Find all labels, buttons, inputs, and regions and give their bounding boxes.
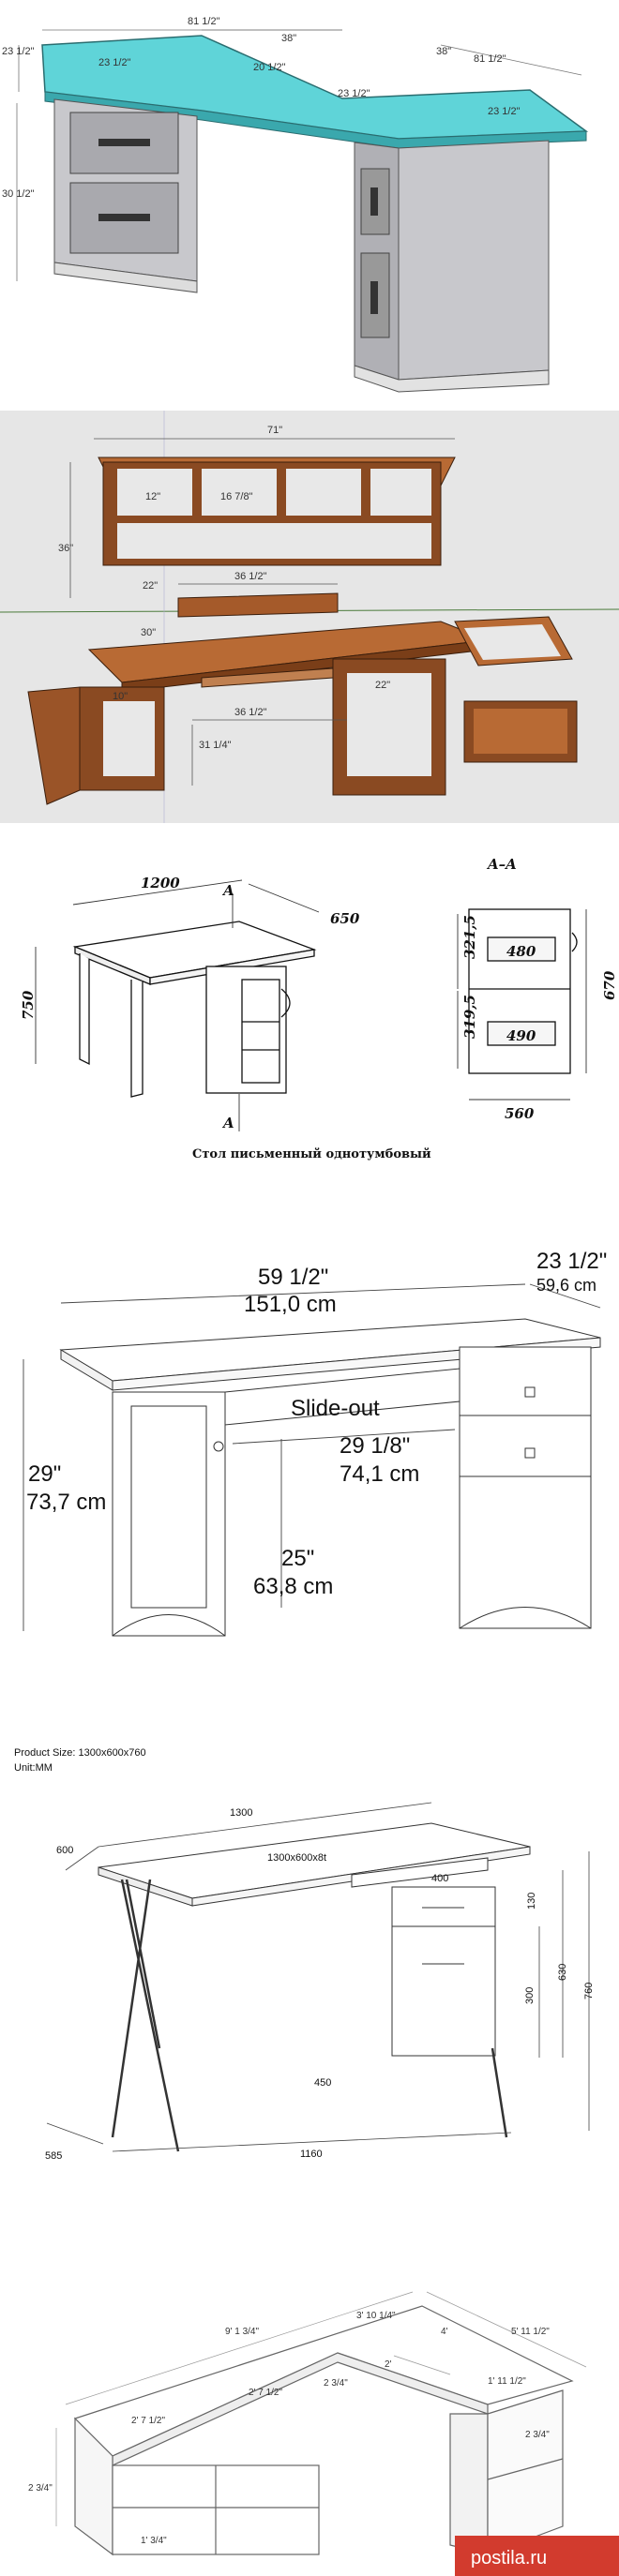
dim-label: 16 7/8" [220, 491, 253, 502]
width-inches: 59 1/2" [258, 1265, 329, 1290]
cabinet-interior [103, 701, 155, 776]
product-size: Product Size: 1300x600x760 [14, 1747, 146, 1759]
dim-depth: 650 [330, 910, 360, 927]
dim-label: 36" [58, 543, 74, 554]
dim-label: 630 [557, 1963, 568, 1981]
dim-label: 81 1/2" [188, 16, 220, 27]
dim-label: 1160 [300, 2149, 323, 2160]
dim-label: 81 1/2" [474, 53, 506, 65]
dim-label: 30" [141, 627, 157, 638]
dim-label: 600 [56, 1845, 74, 1856]
hutch-desk-render [0, 411, 619, 823]
dim-label: 30 1/2" [2, 188, 35, 200]
watermark-text: postila.ru [471, 2548, 548, 2569]
dim-label: 23 1/2" [2, 46, 35, 57]
single-pedestal-svg [0, 848, 619, 1172]
dim-label: 3' 10 1/4" [356, 2311, 396, 2321]
dim-label: 2' [385, 2359, 392, 2370]
section-title: A–A [488, 856, 517, 873]
dim-label: 31 1/4" [199, 740, 232, 751]
dim-label: 9' 1 3/4" [225, 2327, 260, 2337]
desk-outline [75, 2306, 572, 2554]
dim-label: 450 [314, 2077, 332, 2089]
section-mark: A [223, 1115, 234, 1131]
dim-label: 319,5 [461, 995, 478, 1039]
hutch-desk-svg [0, 411, 619, 823]
corner-desk-drawing [0, 0, 619, 394]
dim-height: 750 [20, 990, 37, 1020]
desk-outline [98, 1823, 530, 2151]
dim-label: 300 [524, 1986, 536, 2004]
drawer-handle-icon [98, 139, 150, 146]
dim-label: 23 1/2" [98, 57, 131, 68]
drawing-caption: Стол письменный однотумбовый [192, 1147, 431, 1161]
drawer-handle-icon [370, 187, 378, 216]
dim-label: 480 [506, 943, 536, 960]
double-pedestal-desk-drawing [0, 1242, 619, 1683]
dim-label: 490 [506, 1027, 536, 1044]
hutch-cubby [370, 469, 431, 516]
corner-bookshelf-desk-drawing [0, 2245, 619, 2576]
dim-label: 38" [436, 46, 452, 57]
depth-inches: 23 1/2" [536, 1249, 608, 1274]
monitor-riser [178, 593, 338, 617]
depth-cm: 59,6 cm [536, 1276, 597, 1295]
drawer-face [474, 709, 567, 754]
slide-inches: 29 1/8" [340, 1433, 411, 1459]
dim-label: 2 3/4" [28, 2483, 53, 2494]
section-view [469, 909, 577, 1073]
dim-label: 20 1/2" [253, 62, 286, 73]
width-cm: 151,0 cm [244, 1292, 337, 1317]
dim-label: 1' 11 1/2" [488, 2376, 526, 2387]
dim-label: 130 [526, 1892, 537, 1910]
dim-label: 585 [45, 2150, 63, 2162]
hutch-open-shelf [117, 523, 431, 559]
dim-label: 36 1/2" [234, 707, 267, 718]
dim-label: 321,5 [461, 915, 478, 959]
dim-label: 670 [601, 970, 618, 1000]
dim-label: 2 3/4" [324, 2378, 348, 2389]
dim-label: 1300 [230, 1807, 253, 1819]
double-pedestal-svg [0, 1242, 619, 1683]
dim-label: 38" [281, 33, 297, 44]
dim-label: 12" [145, 491, 161, 502]
dim-label: 760 [583, 1982, 595, 1999]
corner-bookshelf-svg [0, 2245, 619, 2576]
dim-label: 23 1/2" [338, 88, 370, 99]
x-leg-desk-svg [0, 1739, 619, 2184]
height-inches: 29" [28, 1461, 62, 1487]
dim-label: 2' 7 1/2" [249, 2388, 283, 2398]
unit-label: Unit:MM [14, 1762, 53, 1774]
dim-label: 10" [113, 691, 128, 702]
right-pedestal-front [399, 141, 549, 380]
drawer-handle-icon [370, 281, 378, 314]
dim-label: 36 1/2" [234, 571, 267, 582]
dim-label: 5' 11 1/2" [511, 2327, 550, 2337]
dim-label: 560 [505, 1105, 535, 1122]
dim-label: 400 [431, 1873, 449, 1884]
hutch-cubby [286, 469, 361, 516]
drawer-handle-icon [98, 214, 150, 221]
dim-width: 1200 [141, 875, 180, 891]
knee-cm: 63,8 cm [253, 1574, 334, 1599]
dim-label: 4' [441, 2327, 448, 2337]
x-leg-desk-drawing [0, 1739, 619, 2184]
slide-out-label: Slide-out [291, 1396, 380, 1421]
slide-cm: 74,1 cm [340, 1461, 420, 1487]
single-pedestal-desk-drawing [0, 848, 619, 1172]
height-cm: 73,7 cm [26, 1490, 107, 1515]
desk-outline [75, 921, 314, 1097]
dim-label: 22" [143, 580, 159, 592]
dim-label: 71" [267, 425, 283, 436]
knee-inches: 25" [281, 1546, 315, 1571]
dim-label: 1300x600x8t [267, 1852, 326, 1864]
section-mark: A [223, 882, 234, 899]
dim-label: 2' 7 1/2" [131, 2416, 166, 2426]
corner-desk-svg [0, 0, 619, 394]
dim-label: 23 1/2" [488, 106, 521, 117]
dim-label: 22" [375, 680, 391, 691]
dim-label: 1' 3/4" [141, 2536, 167, 2546]
dim-label: 2 3/4" [525, 2430, 550, 2440]
